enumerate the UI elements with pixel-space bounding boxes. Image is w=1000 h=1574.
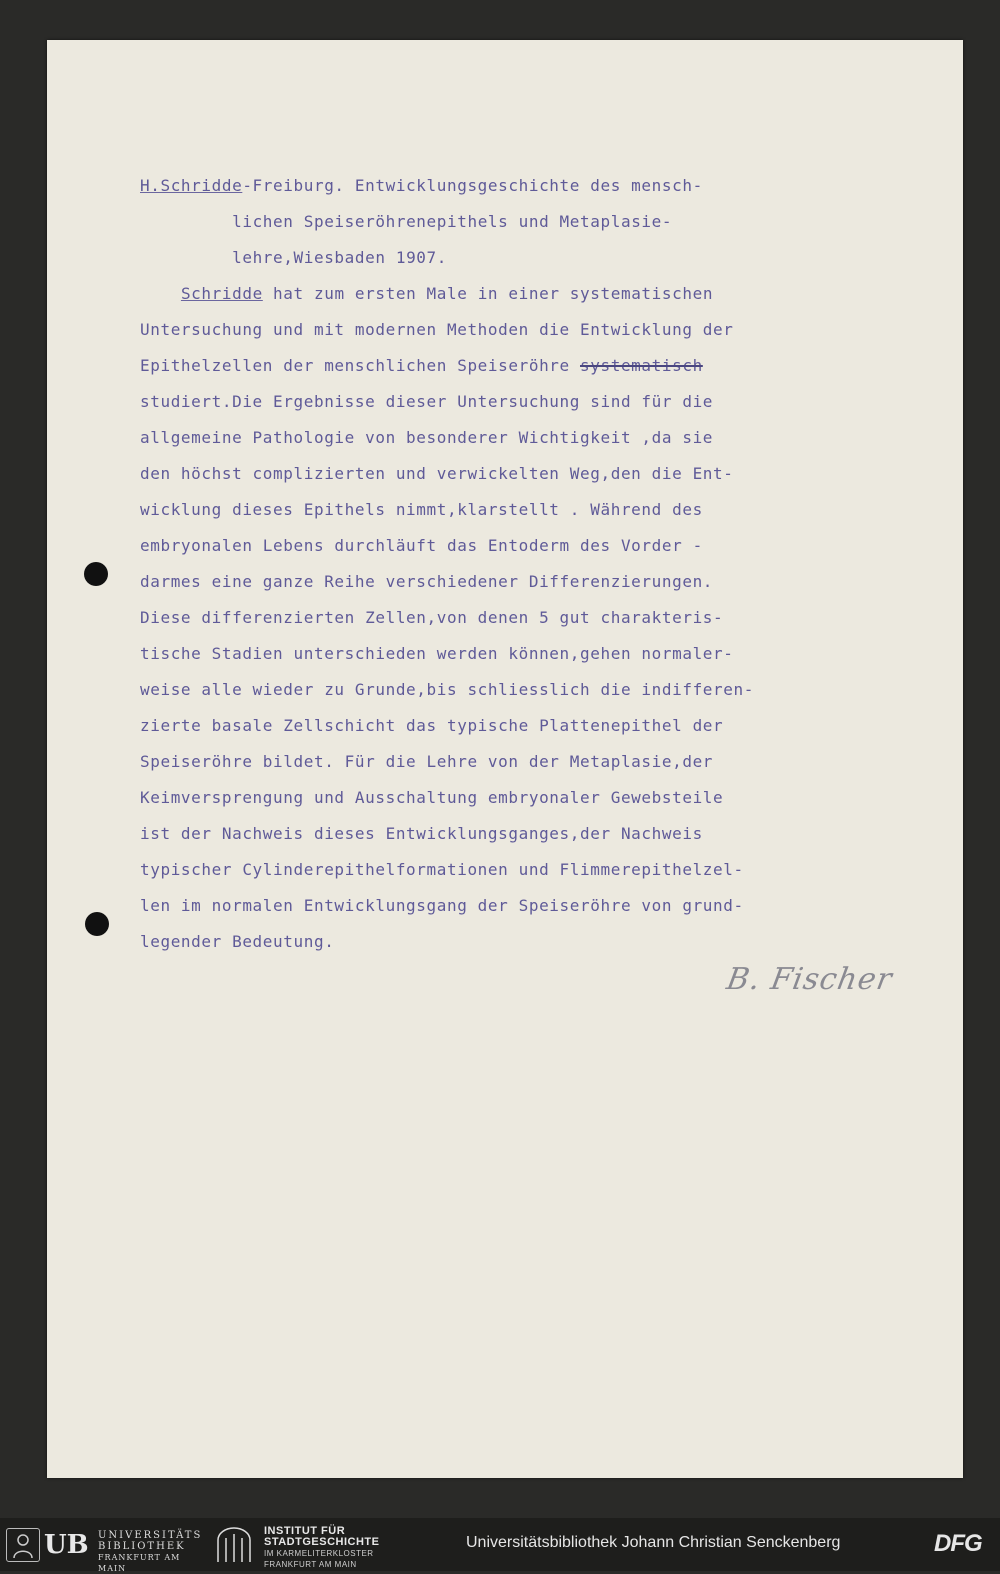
handwritten-signature: B. Fischer xyxy=(723,962,896,997)
body-line: ist der Nachweis dieses Entwicklungsganges,der Nachweis xyxy=(140,824,703,843)
ub-logo[interactable] xyxy=(6,1528,203,1573)
body-line: tische Stadien unterschieden werden können,gehen normaler- xyxy=(140,644,734,663)
body-line-2: Untersuchung und mit modernen Methoden die Entwicklung der xyxy=(140,320,734,339)
body-line: embryonalen Lebens durchläuft das Entoderm des Vorder - xyxy=(140,536,703,555)
body-line-3: Epithelzellen der menschlichen Speiseröhre systematisch xyxy=(140,356,703,375)
footer-bar xyxy=(0,1518,1000,1571)
isg-logo-icon xyxy=(214,1526,254,1564)
dfg-logo[interactable]: DFG xyxy=(934,1530,982,1557)
body-line-1: Schridde hat zum ersten Male in einer systematischen xyxy=(180,284,714,303)
struck-word: systematisch xyxy=(580,356,703,375)
header-line-2: lichen Speiseröhrenepithels und Metaplasie- xyxy=(232,212,673,231)
punch-hole xyxy=(84,562,108,586)
isg-logo[interactable] xyxy=(214,1525,444,1569)
body-line: typischer Cylinderepithelformationen und Flimmerepithelzel- xyxy=(140,860,744,879)
body-line: weise alle wieder zu Grunde,bis schliesslich die indifferen- xyxy=(140,680,754,699)
ub-logo-icon xyxy=(6,1528,40,1562)
body-line: len im normalen Entwicklungsgang der Speiseröhre von grund- xyxy=(140,896,744,915)
isg-name: INSTITUT FÜR STADTGESCHICHTE IM KARMELITERKLOSTER FRANKFURT AM MAIN xyxy=(264,1525,380,1569)
body-line: allgemeine Pathologie von besonderer Wichtigkeit ,da sie xyxy=(140,428,714,447)
author-mention: Schridde xyxy=(180,284,263,303)
punch-hole xyxy=(85,912,109,936)
author-name: H.Schridde xyxy=(140,176,243,195)
body-line: Speiseröhre bildet. Für die Lehre von der Metaplasie,der xyxy=(140,752,714,771)
ub-letters: UB xyxy=(44,1530,89,1560)
body-line: Diese differenzierten Zellen,von denen 5 gut charakteris- xyxy=(140,608,724,627)
body-line: studiert.Die Ergebnisse dieser Untersuchung sind für die xyxy=(140,392,714,411)
typed-text xyxy=(140,176,880,976)
body-line: den höchst complizierten und verwickelten Weg,den die Ent- xyxy=(140,464,734,483)
body-line: wicklung dieses Epithels nimmt,klarstellt . Während des xyxy=(140,500,703,519)
body-line: legender Bedeutung. xyxy=(140,932,335,951)
header-line-1: H.Schridde-Freiburg. Entwicklungsgeschichte des mensch- xyxy=(140,176,703,195)
body-line: Keimversprengung und Ausschaltung embryonaler Gewebsteile xyxy=(140,788,724,807)
body-line: darmes eine ganze Reihe verschiedener Differenzierungen. xyxy=(140,572,714,591)
body-line: zierte basale Zellschicht das typische Plattenepithel der xyxy=(140,716,724,735)
library-name[interactable]: Universitätsbibliothek Johann Christian Senckenberg xyxy=(466,1534,841,1551)
ub-name: UNIVERSITÄTS BIBLIOTHEK FRANKFURT AM MAIN xyxy=(98,1530,203,1573)
header-line-3: lehre,Wiesbaden 1907. xyxy=(232,248,447,267)
